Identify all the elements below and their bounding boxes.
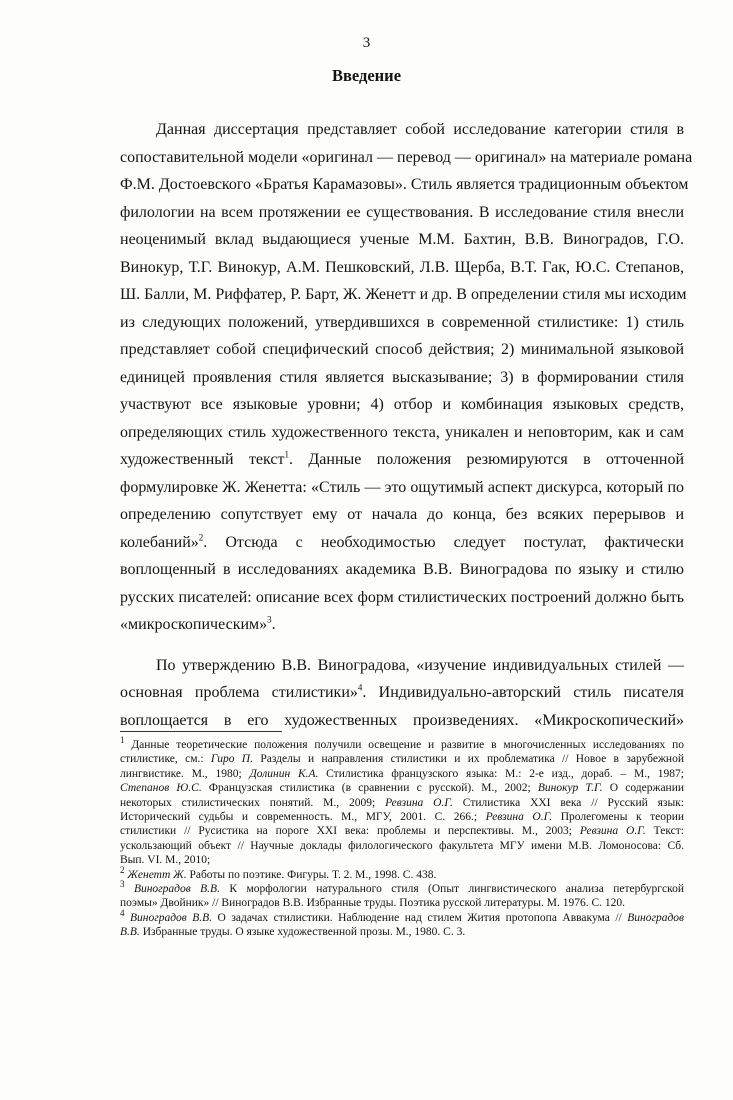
- body-line: Ф.М. Достоевского «Братья Карамазовы». Стиль является традиционным объектом: [120, 176, 689, 193]
- author-name: Виноградов: [627, 911, 685, 924]
- footnote-line: Вып. VI. М., 2010;: [120, 854, 211, 867]
- body-line: Ш. Балли, М. Риффатер, Р. Барт, Ж. Женетт и др. В определении стиля мы исходим: [120, 286, 687, 303]
- author-name: Степанов Ю.С.: [120, 782, 202, 795]
- body-line: участвуют все языковые уровни; 4) отбор и комбинация языковых средств,: [120, 396, 684, 413]
- author-name: Ревзина О.Г.: [485, 810, 553, 823]
- footnote: [120, 735, 685, 868]
- footnote-line: $^4$ Виноградов В.В. О задачах стилистики. Наблюдение над стилем Жития протопопа Аввакума // Виноградов: [120, 907, 685, 924]
- footnote-line: $^1$ Данные теоретические положения получили освещение и развитие в многочисленных исследованиях по: [120, 735, 684, 751]
- author-name: Винокур Т.Г.: [537, 782, 603, 795]
- body-line: По утверждению В.В. Виноградова, «изучение индивидуальных стилей —: [156, 656, 684, 674]
- footnote-line: В.В. Избранные труды. О языке художественной прозы. М., 1980. С. 3.: [120, 926, 466, 939]
- footnote-marker: 2: [198, 532, 204, 543]
- footnote-line: стилистике, см.: Гиро П. Разделы и направления стилистики и их проблематика // Новое в зарубежной: [120, 753, 684, 766]
- author-name: В.В.: [120, 926, 140, 939]
- author-name: Ревзина О.Г.: [385, 796, 453, 809]
- footnote-marker: 3: [267, 614, 272, 625]
- author-name: Женетт Ж.: [127, 868, 187, 881]
- footnote-line: лингвистике. М., 1980; Долинин К.А. Стилистика французского языка: М.: 2-е изд., дораб. – М., 1987;: [120, 767, 684, 780]
- footnote-marker: 4: [120, 907, 125, 918]
- body-line: представляет собой специфический способ действия; 2) минимальной языковой: [120, 341, 684, 358]
- body-line: колебаний»$^2$. Отсюда с необходимостью следует постулат, фактически: [120, 532, 684, 551]
- page-number: 3: [362, 35, 371, 51]
- body-line: Винокур, Т.Г. Винокур, А.М. Пешковский, Л.В. Щерба, В.Т. Гак, Ю.С. Степанов,: [120, 258, 684, 276]
- body-line: основная проблема стилистики»$^4$. Индивидуально-авторский стиль писателя: [120, 682, 685, 701]
- body-line: определению сопутствует ему от начала до конца, без всяких перерывов и: [120, 506, 684, 523]
- footnote-marker: 1: [284, 449, 289, 460]
- footnote-line: Степанов Ю.С. Французская стилистика (в сравнении с русской). М., 2002; Винокур Т.Г. О содержании: [120, 782, 685, 795]
- footnote-line: некоторых стилистических понятий. М., 2009; Ревзина О.Г. Стилистика XXI века // Русский язык:: [120, 796, 684, 809]
- body-line: определяющих стиль художественного текста, уникален и неповторим, как и сам: [120, 423, 684, 441]
- footnote-marker: 1: [120, 735, 125, 746]
- footnote-line: ускользающий объект // Научные доклады филологического факультета МГУ имени М.В. Ломоносова: Сб.: [120, 839, 684, 852]
- author-name: Гиро П.: [210, 753, 253, 766]
- page-title: Введение: [331, 66, 402, 85]
- footnote-line: поэмы» Двойник» // Виноградов В.В. Избранные труды. Поэтика русской литературы. М. 1976. С. 120.: [120, 897, 625, 910]
- body-line: воплощается в его художественных произведениях. «Микроскопический»: [120, 711, 684, 729]
- author-name: Долинин К.А.: [249, 767, 319, 780]
- footnote-rule: [120, 731, 282, 732]
- footnote: [120, 907, 685, 940]
- body-line: из следующих положений, утвердившихся в современной стилистике: 1) стиль: [120, 313, 684, 331]
- footnote: [120, 879, 685, 911]
- body-line: воплощенный в исследованиях академика В.В. Виноградова по языку и стилю: [120, 561, 684, 578]
- body-line: формулировке Ж. Женетта: «Стиль — это ощутимый аспект дискурса, который по: [120, 478, 684, 496]
- body-line: филологии на всем протяжении ее существования. В исследование стиля внесли: [120, 203, 684, 221]
- body-line: неоценимый вклад выдающиеся ученые М.М. Бахтин, В.В. Виноградов, Г.О.: [120, 231, 684, 248]
- author-name: Виноградов В.В.: [130, 911, 213, 924]
- footnote-line: стилистики // Русистика на пороге XXI века: проблемы и перспективы. М., 2003; Ревзина О.Г. Текст:: [120, 825, 684, 838]
- author-name: Ревзина О.Г.: [579, 825, 646, 838]
- footnote-line: Исторический судьбы и современность. М., МГУ, 2001. С. 266.; Ревзина О.Г. Пролегомены к теории: [120, 810, 685, 823]
- body-line: «микроскопическим»$^3$.: [120, 614, 276, 633]
- body-text: [120, 116, 693, 734]
- author-name: Виноградов В.В.: [133, 882, 220, 895]
- body-line: русских писателей: описание всех форм стилистических построений должно быть: [120, 588, 684, 606]
- body-line: единицей проявления стиля является высказывание; 3) в формировании стиля: [120, 368, 684, 386]
- footnotes: [120, 735, 685, 939]
- footnote-line: $^2$ Женетт Ж. Работы по поэтике. Фигуры. Т. 2. М., 1998. С. 438.: [120, 864, 437, 881]
- body-line: Данная диссертация представляет собой исследование категории стиля в: [156, 121, 684, 138]
- body-line: художественный текст$^1$. Данные положения резюмируются в отточенной: [120, 449, 684, 468]
- footnote-marker: 2: [120, 864, 125, 875]
- body-line: сопоставительной модели «оригинал — перевод — оригинал» на материале романа: [120, 148, 693, 166]
- footnote-marker: 3: [120, 879, 125, 890]
- footnote: [120, 864, 684, 882]
- paragraph-gap: [120, 639, 684, 652]
- footnote-marker: 4: [357, 682, 363, 693]
- footnote-line: $^3$ Виноградов В.В. К морфологии натурального стиля (Опыт лингвистического анализа петербургской: [120, 879, 685, 895]
